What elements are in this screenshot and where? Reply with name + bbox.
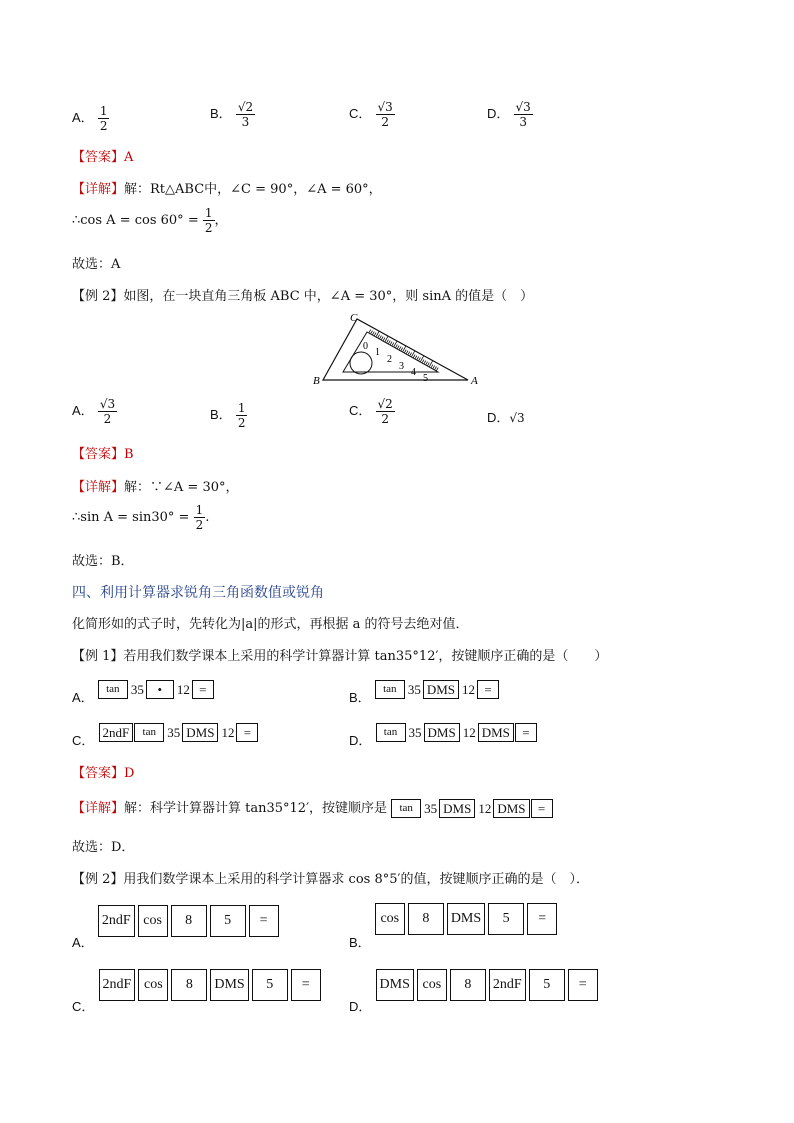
option-fraction: $\frac{√3}{2}$ [99,397,116,426]
equals-key: = [236,723,258,742]
option-label: A． [72,403,94,418]
key-sequence [99,978,324,993]
ruler-tick [417,357,419,360]
detail-text: 解：科学计算器计算 tan35°12′，按键顺序是 [124,801,388,816]
ex1-option-c [72,721,259,748]
ruler-tick [372,332,374,335]
section-intro: 化简形如的式子时，先转化为|a|的形式，再根据 a 的符号去绝对值． [72,617,469,632]
q0-detail [72,178,382,197]
option-label: D． [487,410,510,425]
detail-tag: 【详解】 [72,801,125,816]
cos-key: cos [417,969,447,1001]
ruler-tick [431,365,433,368]
option-label: B． [349,934,371,950]
ex1-option-a [72,678,215,705]
ruler-tick [410,353,412,356]
ruler-mark: 5 [423,373,428,384]
detail-text: 解：∵∠A = 30°， [124,480,239,495]
ruler-tick [408,352,410,355]
key-number-text: 12 [176,681,190,697]
ruler-mark: 2 [387,354,392,365]
dms-key: DMS [478,723,514,742]
key-sequence [98,682,215,697]
cos-key: cos [375,903,405,935]
ex2a-option-d [487,407,525,426]
key-sequence [375,682,500,697]
second-function-key: 2ndF [99,723,134,742]
dms-key: DMS [447,903,485,935]
ruler-tick [434,367,436,370]
number-key: 8 [171,905,207,937]
answer-tag: 【答案】 [72,150,125,165]
ruler-tick [381,337,383,340]
number-key: 8 [408,903,444,935]
answer-value: B [124,447,134,462]
option-label: A． [72,690,94,705]
detail-tag: 【详解】 [72,480,125,495]
ruler-mark: 3 [399,361,404,372]
option-label: C． [349,403,372,418]
ruler-tick [390,342,392,345]
ex2b-option-a [72,905,282,950]
key-sequence [375,912,560,927]
key-number-text: 12 [478,800,492,816]
option-label: D． [487,106,510,121]
ex2a-option-a [72,397,117,426]
key-number-text: 35 [424,800,438,816]
key-number-text: 35 [408,724,422,740]
option-label: D． [349,733,372,748]
ruler-tick [383,338,385,341]
ruler-tick [399,347,401,350]
dms-key: DMS [376,969,414,1001]
ex1-option-d [349,721,538,748]
ruler-tick [433,366,435,369]
option-label: B． [349,690,371,705]
detail-text: ∴cos A = cos 60° = [72,213,199,228]
detail-text: ∴sin A = sin30° = [72,510,190,525]
ex2b-option-d [349,969,601,1014]
section-title: 四、利用计算器求锐角三角函数值或锐角 [72,585,324,601]
dms-key: DMS [210,969,248,1001]
detail-punct: ， [214,213,228,228]
ex2b-stem: 【例 2】用我们数学课本上采用的科学计算器求 cos 8°5′的值，按键顺序正确的是（ ）． [72,872,589,887]
ruler-tick [422,360,424,363]
key-sequence [376,978,601,993]
ex2a-detail-line2 [72,503,209,532]
equals-key: = [527,903,557,935]
equals-key: = [291,969,321,1001]
ruler-tick [401,348,403,351]
detail-tag: 【详解】 [72,182,125,197]
ex2a-option-c [349,397,395,426]
triangle-ruler-figure [310,310,490,390]
second-function-key: 2ndF [489,969,526,1001]
option-label: B． [210,407,232,422]
ruler-mark: 1 [375,347,380,358]
q0-detail-line2 [72,206,228,235]
option-label: A． [72,934,94,950]
ruler-tick [426,362,428,365]
ex1-option-b [349,678,500,705]
option-fraction: $\frac{√3}{2}$ [377,100,393,129]
vertex-label-b: B [313,375,320,387]
tan-key: tan [375,680,405,699]
key-sequence [391,801,553,816]
ruler-tick [415,356,417,359]
key-number-text: 12 [462,681,475,697]
number-key: 5 [529,969,565,1001]
key-sequence [98,914,282,929]
ruler-tick [387,340,389,343]
ruler-tick [374,333,376,336]
answer-value: D [124,766,135,781]
equals-key: = [515,723,537,742]
number-key: 8 [450,969,486,1001]
ex1-choice: 故选：D． [72,840,135,855]
dms-key: DMS [423,680,459,699]
key-number-text: 35 [407,681,421,697]
option-label: D． [349,998,372,1014]
dms-key: DMS [493,799,529,818]
equals-key: = [531,799,553,818]
key-number-text: 35 [130,681,144,697]
second-function-key: 2ndF [99,969,136,1001]
option-label: C． [72,998,95,1014]
ruler-tick [427,363,429,366]
dms-key: DMS [439,799,475,818]
answer-tag: 【答案】 [72,766,125,781]
key-sequence [99,725,260,740]
ruler-tick [404,350,406,353]
key-number-text: 12 [221,724,235,740]
option-fraction: $\frac{1}{2}$ [99,104,108,133]
second-function-key: 2ndF [98,905,135,937]
option-value: √3 [509,411,525,425]
q0-option-c [349,100,395,129]
q0-answer [72,146,133,165]
tan-key: tan [391,799,421,818]
vertex-label-a: A [471,375,478,387]
key-sequence [376,725,538,740]
answer-value: A [124,150,134,165]
q0-option-d [487,100,533,129]
ruler-tick [371,331,373,334]
dms-key: DMS [182,723,218,742]
ex2a-option-b [210,401,247,430]
detail-punct: . [205,510,210,525]
ruler-tick [418,358,420,361]
detail-fraction: $\frac{1}{2}$ [204,206,213,235]
equals-key: = [192,680,214,699]
ruler-tick [395,345,397,348]
ex1-answer [72,762,134,781]
option-label: B． [210,106,232,121]
ruler-tick [436,368,438,371]
ruler-tick [369,330,371,333]
ex1-detail [72,797,554,818]
q0-choice: 故选：A [72,257,121,272]
ex2a-choice: 故选：B． [72,554,134,569]
ruler-tick [406,351,408,354]
ex2b-option-b [349,903,560,950]
ruler-tick [424,361,426,364]
dms-key: DMS [424,723,460,742]
ex2a-stem: 【例 2】如图，在一块直角三角板 ABC 中，∠A = 30°，则 sinA 的值是（ ） [72,289,534,304]
decimal-point-key: • [146,680,174,699]
option-fraction: $\frac{1}{2}$ [237,401,246,430]
ruler-tick [392,343,394,346]
number-key: 5 [488,903,524,935]
detail-fraction: $\frac{1}{2}$ [195,503,204,532]
ruler-tick [397,346,399,349]
option-label: A． [72,110,94,125]
cos-key: cos [138,905,168,937]
ruler-mark: 4 [411,367,416,378]
tan-key: tan [98,680,128,699]
ruler-tick [388,341,390,344]
answer-tag: 【答案】 [72,447,125,462]
number-key: 5 [252,969,288,1001]
ex1-stem: 【例 1】若用我们数学课本上采用的科学计算器计算 tan35°12′，按键顺序正确的是（ ） [72,649,608,664]
ruler-tick [378,335,380,338]
ruler-mark: 0 [363,341,368,352]
vertex-label-c: C [350,312,358,324]
cos-key: cos [138,969,168,1001]
option-fraction: $\frac{√2}{2}$ [377,397,393,426]
ruler-tick [379,336,381,339]
ex2a-detail [72,476,239,495]
option-fraction: $\frac{√3}{3}$ [515,100,531,129]
q0-option-b [210,100,255,129]
equals-key: = [477,680,499,699]
tan-key: tan [376,723,406,742]
key-number-text: 35 [167,724,181,740]
key-number-text: 12 [462,724,476,740]
tan-key: tan [134,723,164,742]
ex2b-option-c [72,969,324,1014]
number-key: 8 [171,969,207,1001]
option-fraction: $\frac{√2}{3}$ [237,100,254,129]
option-label: C． [72,733,95,748]
equals-key: = [249,905,279,937]
ruler-tick [413,355,415,358]
option-label: C． [349,106,372,121]
equals-key: = [568,969,598,1001]
ex2a-answer [72,443,134,462]
q0-option-a [72,104,109,133]
detail-text: 解：Rt△ABC中，∠C = 90°，∠A = 60°， [124,182,382,197]
number-key: 5 [210,905,246,937]
